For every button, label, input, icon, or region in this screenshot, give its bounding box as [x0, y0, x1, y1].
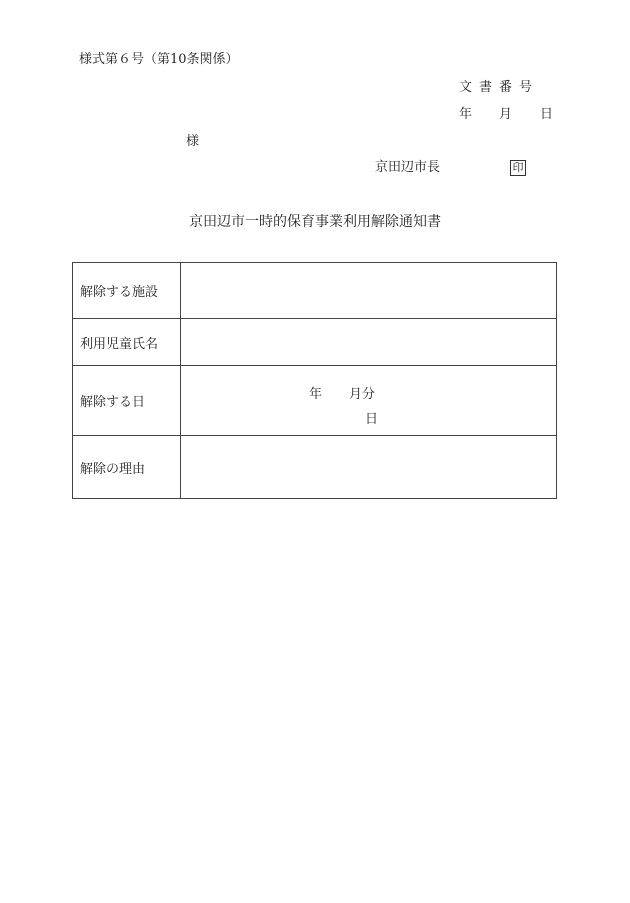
facility-value-cell	[181, 263, 557, 319]
table-row	[73, 436, 557, 499]
cancel-date-label: 解除する日	[73, 366, 181, 436]
cancel-reason-label: 解除の理由	[73, 436, 181, 499]
form-number: 様式第６号（第10条関係）	[79, 52, 239, 67]
issue-date-day: 日	[540, 107, 554, 122]
cancel-date-month: 月分	[349, 387, 376, 402]
issue-date-line	[459, 107, 554, 122]
document-number-label: 文書番号	[459, 80, 540, 95]
recipient-honorific: 様	[186, 134, 200, 149]
table-row	[73, 366, 557, 436]
notice-table	[72, 262, 557, 499]
child-name-label: 利用児童氏名	[73, 319, 181, 366]
seal-mark: 印	[510, 160, 526, 176]
issuer-title: 京田辺市長	[375, 160, 441, 175]
issue-date-month: 月	[499, 107, 513, 122]
child-name-value-cell	[181, 319, 557, 366]
cancel-date-year: 年	[309, 387, 323, 402]
issue-date-year: 年	[459, 107, 473, 122]
cancel-date-day: 日	[365, 412, 379, 427]
cancel-reason-value-cell	[181, 436, 557, 499]
document-title: 京田辺市一時的保育事業利用解除通知書	[189, 214, 441, 230]
facility-label: 解除する施設	[73, 263, 181, 319]
table-row	[73, 263, 557, 319]
cancel-date-value-cell	[181, 366, 557, 436]
table-row	[73, 319, 557, 366]
